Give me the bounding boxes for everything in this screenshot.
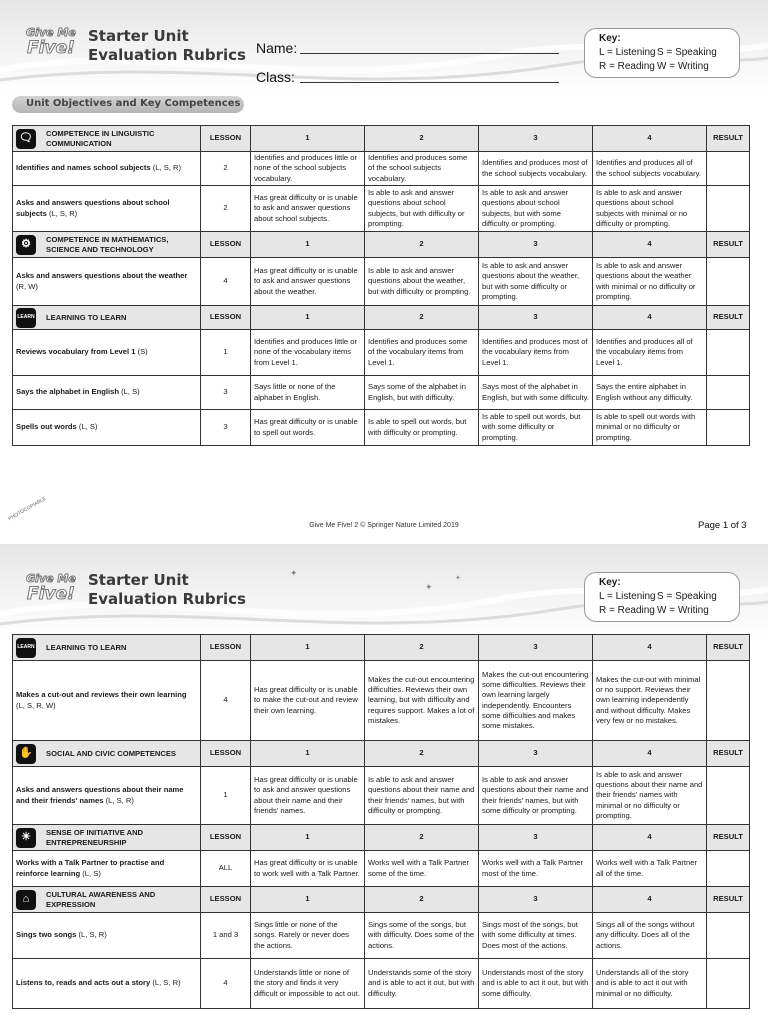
competence-header-row [13,741,750,767]
result-cell[interactable] [707,959,750,1009]
competence-cell [13,635,201,661]
column-header-c4: 4 [593,741,707,767]
descriptor-cell-4: Sings all of the songs without any difficulty. Does all of the actions. [593,913,707,959]
key-listening: L = Listening [599,591,656,602]
column-header-result: RESULT [707,126,750,152]
table-row [13,767,750,825]
competence-cell [13,887,201,913]
give-me-five-logo [22,24,80,64]
descriptor-cell-3: Makes the cut-out encountering some difficulties. Reviews their own learning largely independently. Encounters some difficulties and makes some mistakes. [479,661,593,741]
objective-skills: (L, S) [121,387,140,397]
svg-text:✦: ✦ [425,582,433,592]
descriptor-cell-4: Says the entire alphabet in English without any difficulty. [593,376,707,410]
title-line-1: Starter Unit [88,571,189,589]
title-line-2: Evaluation Rubrics [88,590,246,608]
column-header-c4: 4 [593,306,707,330]
column-header-c1: 1 [251,741,365,767]
column-header-lesson: LESSON [201,635,251,661]
objective-text: Listens to, reads and acts out a story [16,978,151,988]
rubric-table-page-1 [12,125,750,446]
column-header-c3: 3 [479,232,593,258]
result-cell[interactable] [707,258,750,306]
column-header-lesson: LESSON [201,306,251,330]
descriptor-cell-1: Says little or none of the alphabet in English. [251,376,365,410]
title-line-2: Evaluation Rubrics [88,46,246,64]
column-header-result: RESULT [707,232,750,258]
key-title: Key: [599,577,621,588]
objective-cell [13,330,201,376]
competence-cell [13,825,201,851]
result-cell[interactable] [707,330,750,376]
descriptor-cell-3: Is able to ask and answer questions about their name and their friends' names, but with some difficulty or prompting. [479,767,593,825]
class-field[interactable] [300,82,559,83]
descriptor-cell-3: Says most of the alphabet in English, but with some difficulty. [479,376,593,410]
museum-icon: ⌂ [16,890,36,910]
descriptor-cell-4: Is able to ask and answer questions about school subjects with minimal or no difficulty or prompting. [593,186,707,232]
svg-text:✦: ✦ [455,575,461,582]
descriptor-cell-1: Has great difficulty or is unable to spell out words. [251,410,365,446]
objective-skills: (L, S, R, W) [16,700,56,710]
objective-cell [13,376,201,410]
objective-cell [13,959,201,1009]
column-header-lesson: LESSON [201,741,251,767]
column-header-c4: 4 [593,635,707,661]
column-header-c2: 2 [365,887,479,913]
column-header-c3: 3 [479,126,593,152]
competence-cell [13,232,201,258]
descriptor-cell-2: Understands some of the story and is able to act it out, but with difficulty. [365,959,479,1009]
descriptor-cell-2: Identifies and produces some of the vocabulary items from Level 1. [365,330,479,376]
lightbulb-icon: ☀ [16,828,36,848]
objective-skills: (S) [137,347,148,357]
competence-label: SENSE OF INITIATIVE AND ENTREPRENEURSHIP [46,827,144,847]
descriptor-cell-1: Identifies and produces little or none of the vocabulary items from Level 1. [251,330,365,376]
key-reading: R = Reading [599,605,655,616]
logo-line-2: Five! [27,584,75,604]
svg-text:✦: ✦ [290,568,298,578]
column-header-c2: 2 [365,126,479,152]
column-header-lesson: LESSON [201,232,251,258]
logo-line-2: Five! [27,38,75,58]
name-label: Name: [256,40,298,56]
objective-cell [13,661,201,741]
descriptor-cell-1: Sings little or none of the songs. Rarely or never does the actions. [251,913,365,959]
descriptor-cell-2: Identifies and produces some of the school subjects vocabulary. [365,152,479,186]
table-row [13,410,750,446]
objective-cell [13,913,201,959]
result-cell[interactable] [707,913,750,959]
column-header-c2: 2 [365,635,479,661]
gears-icon: ⚙ [16,235,36,255]
descriptor-cell-2: Is able to ask and answer questions about the weather, but with difficulty or prompting. [365,258,479,306]
competence-label: SOCIAL AND CIVIC COMPETENCES [46,748,176,758]
descriptor-cell-3: Sings most of the songs, but with some difficulty at times. Does most of the actions. [479,913,593,959]
table-row [13,186,750,232]
lesson-cell: 1 [201,330,251,376]
column-header-c4: 4 [593,232,707,258]
lesson-cell: 1 [201,767,251,825]
descriptor-cell-4: Makes the cut-out with minimal or no support. Reviews their own learning independently and without difficulty. Makes very few or no mistakes. [593,661,707,741]
column-header-c3: 3 [479,635,593,661]
result-cell[interactable] [707,661,750,741]
descriptor-cell-3: Identifies and produces most of the vocabulary items from Level 1. [479,330,593,376]
name-field[interactable] [300,53,559,54]
objectives-heading: Unit Objectives and Key Competences [12,96,244,113]
lesson-cell: 3 [201,410,251,446]
descriptor-cell-2: Says some of the alphabet in English, but with difficulty. [365,376,479,410]
competence-header-row [13,825,750,851]
lesson-cell: 4 [201,959,251,1009]
descriptor-cell-3: Is able to ask and answer questions about the weather, but with some difficulty or prompting. [479,258,593,306]
column-header-c2: 2 [365,741,479,767]
descriptor-cell-2: Is able to spell out words, but with difficulty or prompting. [365,410,479,446]
objective-cell [13,767,201,825]
objective-text: Asks and answers questions about school subjects [16,198,170,218]
table-row [13,661,750,741]
objective-text: Spells out words [16,422,77,432]
logo-line-1: Give Me [26,26,76,39]
column-header-result: RESULT [707,825,750,851]
descriptor-cell-3: Is able to ask and answer questions about school subjects, but with some difficulty or prompting. [479,186,593,232]
descriptor-cell-4: Works well with a Talk Partner all of the time. [593,851,707,887]
result-cell[interactable] [707,767,750,825]
column-header-lesson: LESSON [201,825,251,851]
result-cell[interactable] [707,152,750,186]
objective-cell [13,851,201,887]
learn-icon: LEARN [16,638,36,658]
lesson-cell: 4 [201,258,251,306]
descriptor-cell-1: Has great difficulty or is unable to ask and answer questions about their name and their friends' names. [251,767,365,825]
objective-text: Asks and answers questions about their name and their friends' names [16,785,184,805]
competence-header-row [13,887,750,913]
column-header-c3: 3 [479,306,593,330]
objective-cell [13,410,201,446]
column-header-c2: 2 [365,825,479,851]
descriptor-cell-4: Is able to ask and answer questions about their name and their friends' names with minimal or no difficulty or prompting. [593,767,707,825]
column-header-c1: 1 [251,306,365,330]
skills-key [584,572,740,622]
page-title [88,27,246,65]
key-title: Key: [599,33,621,44]
logo-line-1: Give Me [26,572,76,585]
column-header-c1: 1 [251,635,365,661]
descriptor-cell-3: Works well with a Talk Partner most of the time. [479,851,593,887]
column-header-c3: 3 [479,741,593,767]
key-reading: R = Reading [599,61,655,72]
column-header-result: RESULT [707,887,750,913]
column-header-c4: 4 [593,887,707,913]
learn-icon: LEARN [16,308,36,328]
speech-bubble-icon: 🗨 [16,129,36,149]
objective-skills: (L, S) [78,422,98,432]
descriptor-cell-4: Is able to spell out words with minimal or no difficulty or prompting. [593,410,707,446]
competence-cell [13,306,201,330]
lesson-cell: 3 [201,376,251,410]
objective-skills: (L, S, R) [48,208,78,218]
column-header-c1: 1 [251,825,365,851]
column-header-result: RESULT [707,306,750,330]
footer-page-number: Page 1 of 3 [698,520,747,531]
competence-label: CULTURAL AWARENESS AND EXPRESSION [46,889,156,909]
lesson-cell: 4 [201,661,251,741]
objective-text: Says the alphabet in English [16,387,119,397]
descriptor-cell-4: Identifies and produces all of the school subjects vocabulary. [593,152,707,186]
competence-label: COMPETENCE IN LINGUISTIC COMMUNICATION [46,128,155,148]
column-header-c1: 1 [251,887,365,913]
competence-label: LEARNING TO LEARN [46,642,127,652]
descriptor-cell-1: Has great difficulty or is unable to make the cut-out and review their own learning. [251,661,365,741]
key-listening: L = Listening [599,47,656,58]
column-header-c4: 4 [593,825,707,851]
lesson-cell: ALL [201,851,251,887]
descriptor-cell-3: Understands most of the story and is able to act it out, but with some difficulty. [479,959,593,1009]
descriptor-cell-4: Is able to ask and answer questions about the weather with minimal or no difficulty or prompting. [593,258,707,306]
descriptor-cell-1: Has great difficulty or is unable to work well with a Talk Partner. [251,851,365,887]
competence-header-row [13,232,750,258]
table-row [13,152,750,186]
column-header-c2: 2 [365,306,479,330]
competence-cell [13,741,201,767]
key-speaking: S = Speaking [657,591,717,602]
rubric-table-page-2 [12,634,750,1009]
descriptor-cell-2: Makes the cut-out encountering difficulties. Reviews their own learning, but with difficulty and requires support. Makes a lot of mistakes. [365,661,479,741]
objective-text: Makes a cut-out and reviews their own learning [16,690,187,700]
table-row [13,330,750,376]
column-header-c4: 4 [593,126,707,152]
table-row [13,913,750,959]
objective-text: Sings two songs [16,930,77,940]
column-header-result: RESULT [707,741,750,767]
lesson-cell: 1 and 3 [201,913,251,959]
table-row [13,376,750,410]
descriptor-cell-3: Identifies and produces most of the school subjects vocabulary. [479,152,593,186]
descriptor-cell-1: Identifies and produces little or none of the school subjects vocabulary. [251,152,365,186]
objective-text: Identifies and names school subjects [16,163,151,173]
competence-cell [13,126,201,152]
descriptor-cell-2: Works well with a Talk Partner some of the time. [365,851,479,887]
objective-cell [13,186,201,232]
objective-skills: (L, S, R) [105,795,134,805]
title-line-1: Starter Unit [88,27,189,45]
objective-cell [13,152,201,186]
competence-label: LEARNING TO LEARN [46,312,127,322]
competence-header-row [13,126,750,152]
descriptor-cell-2: Is able to ask and answer questions about their name and their friends' names, but with difficulty or prompting. [365,767,479,825]
descriptor-cell-3: Is able to spell out words, but with some difficulty or prompting. [479,410,593,446]
column-header-result: RESULT [707,635,750,661]
page-2 [0,544,768,1024]
give-me-five-logo [22,570,80,610]
descriptor-cell-2: Is able to ask and answer questions about school subjects, but with difficulty or prompting. [365,186,479,232]
lesson-cell: 2 [201,152,251,186]
page-1 [0,0,768,500]
objective-text: Works with a Talk Partner to practise and reinforce learning [16,858,165,878]
descriptor-cell-1: Has great difficulty or is unable to ask and answer questions about school subjects. [251,186,365,232]
competence-header-row [13,306,750,330]
column-header-c3: 3 [479,825,593,851]
objective-skills: (L, S, R) [78,930,107,940]
objective-skills: (L, S) [82,868,101,878]
handshake-icon: ✋ [16,744,36,764]
column-header-lesson: LESSON [201,126,251,152]
objective-text: Asks and answers questions about the weather [16,271,188,281]
footer-copyright: Give Me Five! 2 © Springer Nature Limited 2019 [309,522,459,529]
table-row [13,258,750,306]
key-writing: W = Writing [657,61,709,72]
table-row [13,959,750,1009]
descriptor-cell-4: Identifies and produces all of the vocabulary items from Level 1. [593,330,707,376]
column-header-c1: 1 [251,232,365,258]
descriptor-cell-1: Has great difficulty or is unable to ask and answer questions about the weather. [251,258,365,306]
objective-skills: (L, S, R) [152,163,182,173]
result-cell[interactable] [707,186,750,232]
column-header-c1: 1 [251,126,365,152]
result-cell[interactable] [707,376,750,410]
column-header-c3: 3 [479,887,593,913]
table-row [13,851,750,887]
competence-label: COMPETENCE IN MATHEMATICS, SCIENCE AND TECHNOLOGY [46,234,169,254]
result-cell[interactable] [707,851,750,887]
skills-key [584,28,740,78]
lesson-cell: 2 [201,186,251,232]
competence-header-row [13,635,750,661]
key-writing: W = Writing [657,605,709,616]
column-header-c2: 2 [365,232,479,258]
descriptor-cell-4: Understands all of the story and is able to act it out with minimal or no difficulty. [593,959,707,1009]
descriptor-cell-2: Sings some of the songs, but with difficulty. Does some of the actions. [365,913,479,959]
result-cell[interactable] [707,410,750,446]
page-title [88,571,246,609]
objective-skills: (R, W) [16,281,38,291]
key-speaking: S = Speaking [657,47,717,58]
class-label: Class: [256,69,295,85]
objective-cell [13,258,201,306]
objective-text: Reviews vocabulary from Level 1 [16,347,136,357]
photocopiable-label: PHOTOCOPIABLE [7,495,48,523]
descriptor-cell-1: Understands little or none of the story and finds it very difficult or impossible to act out. [251,959,365,1009]
column-header-lesson: LESSON [201,887,251,913]
objective-skills: (L, S, R) [152,978,181,988]
